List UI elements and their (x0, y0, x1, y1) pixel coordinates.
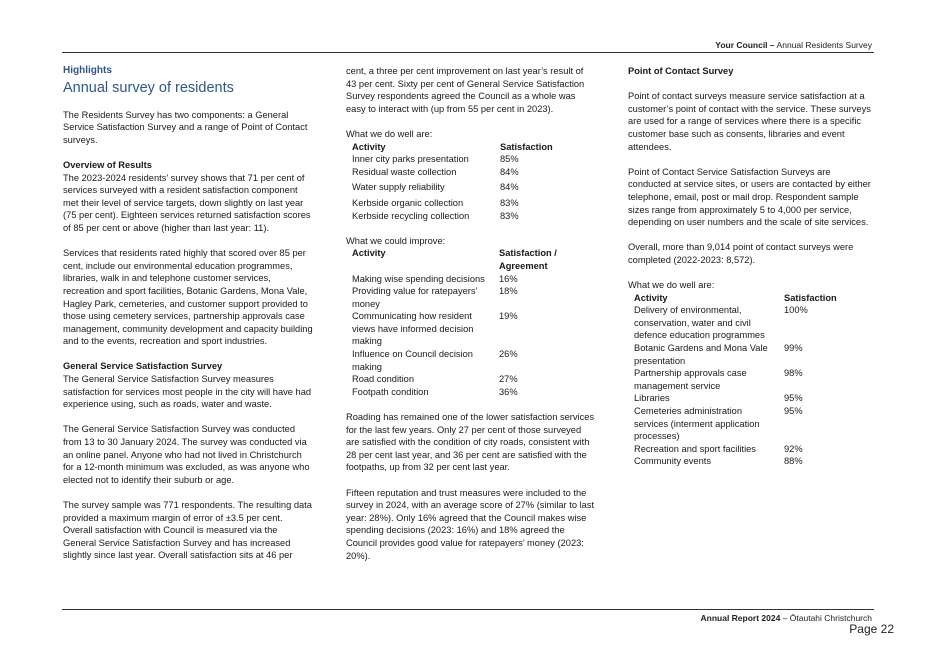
table-row (352, 373, 596, 386)
poc-table (634, 292, 837, 468)
roading-paragraph: Roading has remained one of the lower satisfaction services for the last few years. Only 27 per cent of those surveyed are satisfied with the condition of city roads, consistent with 28 per cent last year, and 36 per cent are satisfied with the footpaths, up from 32 per cent last year. (346, 412, 595, 473)
table-row (352, 153, 553, 166)
activity-cell: Kerbside organic collection (352, 197, 464, 208)
col-activity-header: Activity (352, 248, 386, 259)
gss-heading: General Service Satisfaction Survey (63, 361, 223, 372)
table-header-row (634, 292, 837, 305)
activity-cell: Kerbside recycling collection (352, 210, 470, 221)
table-row (352, 386, 596, 399)
table-row (634, 304, 837, 342)
header-rule (62, 52, 874, 53)
table-header-row (352, 141, 553, 154)
header-title: Annual Residents Survey (776, 40, 872, 50)
footer-rule (62, 609, 874, 610)
page-title: Annual survey of residents (63, 79, 234, 96)
value-cell: 95% (784, 406, 803, 417)
activity-cell: Communicating how resident views have informed decision making (352, 311, 474, 347)
col-activity-header: Activity (634, 292, 668, 303)
conducted-paragraph: The General Service Satisfaction Survey was conducted from 13 to 30 January 2024. The survey was conducted via an online panel. Anyone who had not lived in Christchurch for a 12-month minimum was excluded, as was anyone who elected not to identify their suburb or age. (63, 424, 310, 485)
value-cell: 98% (784, 368, 803, 379)
value-cell: 85% (500, 154, 519, 165)
activity-cell: Water supply reliability (352, 182, 445, 193)
value-cell: 36% (499, 386, 518, 397)
continued-paragraph: cent, a three per cent improvement on last year’s result of 43 per cent. Sixty per cent of General Service Satisfaction Survey respondents agreed the Council as a whole was easy to interact with (up from 55 per cent in 2023). (346, 66, 585, 114)
value-cell: 84% (500, 182, 519, 193)
improve-table (352, 247, 596, 398)
table-row (352, 210, 553, 223)
table-row (352, 310, 596, 348)
sample-paragraph: The survey sample was 771 respondents. The resulting data provided a maximum margin of error of ±3.5 per cent. Overall satisfaction with Council is measured via the General Service Satisfaction Survey and has increased slightly since last year. Overall satisfaction sits at 46 per (63, 500, 312, 561)
table-row (634, 342, 837, 367)
column-middle (346, 65, 596, 575)
value-cell: 92% (784, 443, 803, 454)
table-row (634, 405, 837, 443)
overview-paragraph: The 2023-2024 residents’ survey shows that 71 per cent of services surveyed with a resident satisfaction component met their level of service targets, down slightly on last year (75 per cent). Eighteen services returned satisfaction scores of 85 per cent or above (higher than last year: 11). (63, 172, 311, 233)
table-row (352, 348, 596, 373)
activity-cell: Making wise spending decisions (352, 273, 485, 284)
activity-cell: Road condition (352, 374, 415, 385)
table-row (634, 367, 837, 392)
gss-paragraph: The General Service Satisfaction Survey measures satisfaction for services most people in the city will have had experience using, such as roads, water and waste. (63, 374, 312, 410)
footer-city: – Ōtautahi Christchurch (782, 613, 872, 623)
value-cell: 100% (784, 305, 808, 316)
col-satisfaction-header: Satisfaction (500, 141, 553, 152)
improve-intro: What we could improve: (346, 235, 446, 246)
value-cell: 26% (499, 349, 518, 360)
page-number: Page 22 (849, 622, 894, 636)
header-section: Your Council – (715, 40, 775, 50)
table-row (352, 285, 596, 310)
value-cell: 27% (499, 374, 518, 385)
value-cell: 83% (500, 197, 519, 208)
activity-cell: Inner city parks presentation (352, 154, 469, 165)
table-row (352, 178, 553, 194)
activity-cell: Recreation and sport facilities (634, 443, 756, 454)
poc-paragraph-2: Point of Contact Service Satisfaction Surveys are conducted at service sites, or users are contacted by either telephone, email, post or mail drop. Respondent sample sizes range from approximately 5 to 4,000 per service, depending on user numbers and the scale of site services. (628, 166, 871, 228)
table-row (634, 443, 837, 456)
poc-heading: Point of Contact Survey (628, 66, 734, 76)
value-cell: 16% (499, 273, 518, 284)
well-table (352, 141, 553, 223)
value-cell: 18% (499, 286, 518, 297)
table-row (352, 166, 553, 179)
value-cell: 88% (784, 456, 803, 467)
activity-cell: Botanic Gardens and Mona Vale presentation (634, 343, 768, 366)
services-paragraph: Services that residents rated highly that scored over 85 per cent, include our environmental education programmes, libraries, walk in and telephone customer services, recreation and sport facilities, Botanic Gardens, Mona Vale, Hagley Park, cemeteries, and customer support provided to those using cemetery services, partnership approvals case management, community development and capacity building and to the events, recreation and sport industries. (63, 248, 313, 347)
value-cell: 84% (500, 166, 519, 177)
running-header (715, 40, 872, 50)
well-intro: What we do well are: (346, 128, 433, 139)
table-row (352, 194, 553, 210)
value-cell: 83% (500, 210, 519, 221)
activity-cell: Influence on Council decision making (352, 349, 473, 372)
table-header-row (352, 247, 596, 272)
section-eyebrow: Highlights (63, 65, 112, 76)
intro-paragraph: The Residents Survey has two components: a General Service Satisfaction Survey and a range of Point of Contact surveys. (63, 109, 308, 145)
activity-cell: Footpath condition (352, 386, 429, 397)
poc-paragraph-3: Overall, more than 9,014 point of contact surveys were completed (2022-2023: 8,572). (628, 242, 854, 265)
table-row (352, 273, 596, 286)
col-satisfaction-header: Satisfaction (784, 292, 837, 303)
activity-cell: Residual waste collection (352, 166, 457, 177)
value-cell: 99% (784, 343, 803, 354)
overview-heading: Overview of Results (63, 159, 152, 170)
column-right (628, 65, 876, 481)
activity-cell: Libraries (634, 393, 670, 404)
trust-paragraph: Fifteen reputation and trust measures were included to the survey in 2024, with an average score of 27% (similar to last year: 28%). Only 16% agreed that the Council makes wise spending decisions (2023: 16%) and 18% agreed the Council provides good value for ratepayers’ money (2023: 20%). (346, 487, 595, 561)
column-left (63, 65, 313, 575)
poc-paragraph-1: Point of contact surveys measure service satisfaction at a customer’s point of contact with the service. These surveys are used for a range of services where there is a specific customer base such as consents, libraries and event attendees. (628, 91, 871, 152)
activity-cell: Providing value for ratepayers’ money (352, 286, 478, 309)
value-cell: 95% (784, 393, 803, 404)
poc-well-intro: What we do well are: (628, 280, 715, 291)
value-cell: 19% (499, 311, 518, 322)
table-row (634, 392, 837, 405)
footer-report: Annual Report 2024 (700, 613, 781, 623)
col-satisfaction-header: Satisfaction / Agreement (499, 248, 557, 271)
table-row (634, 455, 837, 468)
col-activity-header: Activity (352, 141, 386, 152)
activity-cell: Cemeteries administration services (interment application processes) (634, 406, 760, 442)
running-footer (701, 613, 873, 623)
activity-cell: Delivery of environmental, conservation, water and civil defence education programmes (634, 305, 765, 341)
activity-cell: Community events (634, 456, 711, 467)
activity-cell: Partnership approvals case management service (634, 368, 747, 391)
